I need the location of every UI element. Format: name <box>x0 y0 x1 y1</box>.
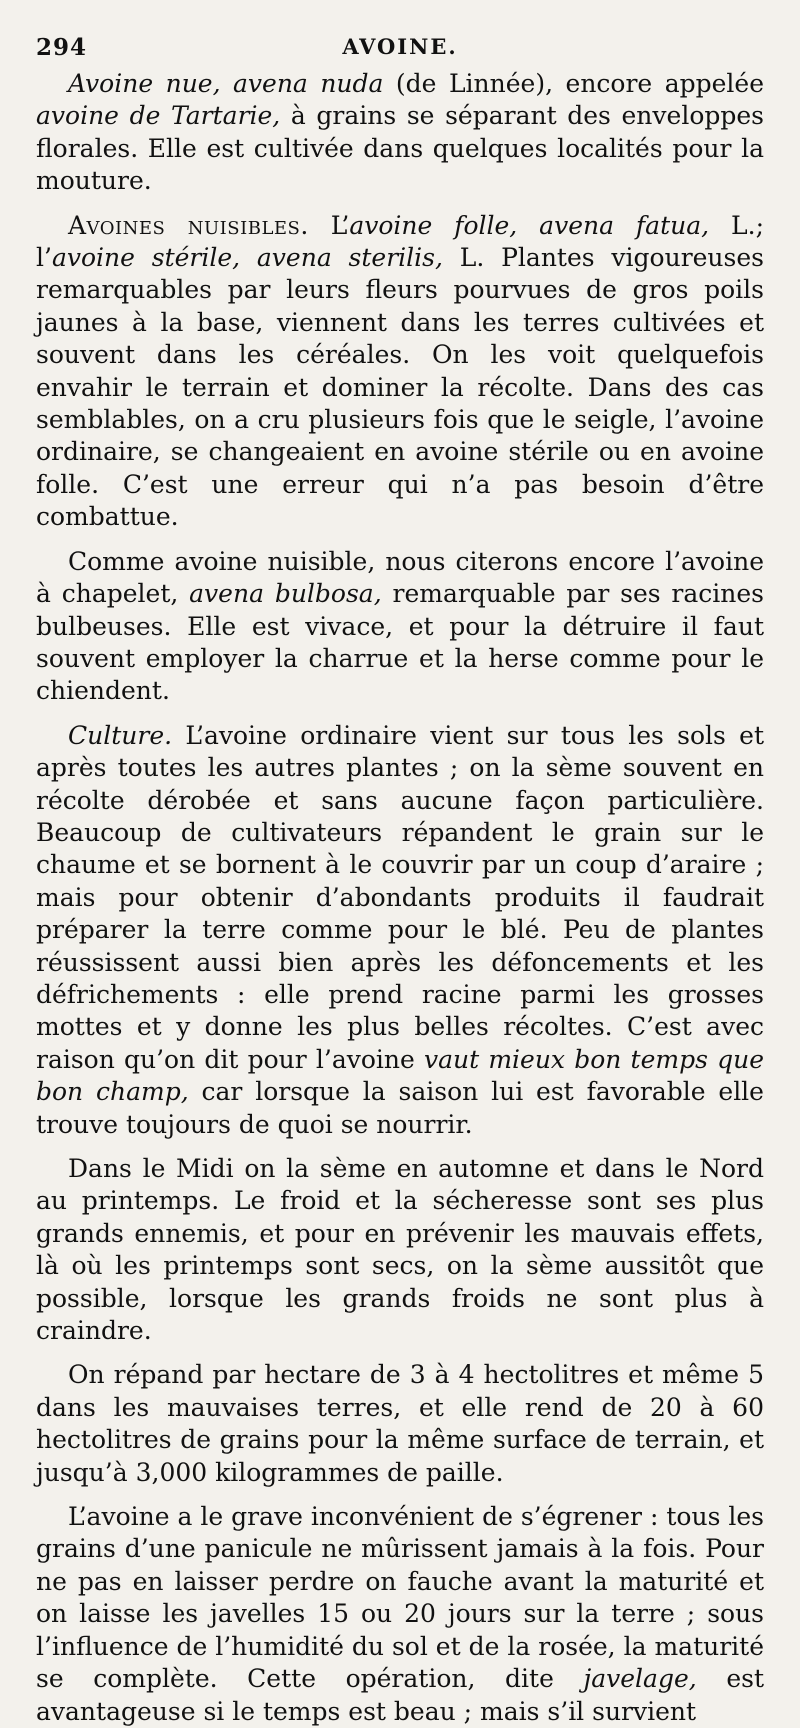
text-run: L.; l’ <box>36 210 764 273</box>
paragraph <box>36 1359 764 1489</box>
text-run: L’ <box>308 210 350 240</box>
text-run: est avantageuse si le temps est beau ; mais s’il survient <box>36 1664 764 1726</box>
text-run: car lorsque la saison lui est favorable elle trouve toujours de quoi se nourrir. <box>36 1077 764 1139</box>
italic-text: vaut mieux bon temps que bon champ, <box>36 1044 764 1107</box>
italic-text: avoine de Tartarie, <box>36 101 281 131</box>
text-run: à grains se séparant des enveloppes florales. Elle est cultivée dans quelques localités pour la mouture. <box>36 101 764 196</box>
small-caps-heading: Avoines nuisibles. <box>68 210 309 240</box>
page-header <box>36 30 764 68</box>
body-text <box>36 68 764 1728</box>
italic-text: avoine folle, avena fatua, <box>349 210 710 240</box>
paragraph <box>36 1153 764 1347</box>
text-run: On répand par hectare de 3 à 4 hectolitres et même 5 dans les mauvaises terres, et elle rend de 20 à 60 hectolitres de grains pour la même surface de terrain, et jusqu’à 3,000 kilogrammes de paille. <box>36 1360 764 1487</box>
text-run: L’avoine a le grave inconvénient de s’égrener : tous les grains d’une panicule ne mûrissent jamais à la fois. Pour ne pas en laisser perdre on fauche avant la maturité et on laisse les javelles 15 ou 20 jours sur la terre ; sous l’influence de l’humidité du sol et de la rosée, la maturité se complète. Cette opération, dite <box>36 1502 764 1694</box>
italic-text: Avoine nue, avena nuda <box>68 69 384 98</box>
paragraph <box>36 720 764 1141</box>
paragraph <box>36 1501 764 1728</box>
italic-text: avena bulbosa, <box>189 579 382 609</box>
text-run: Comme avoine nuisible, nous citerons encore l’avoine à chapelet, <box>36 546 764 609</box>
text-run: L’avoine ordinaire vient sur tous les sols et après toutes les autres plantes ; on la sème souvent en récolte dérobée et sans aucune façon particulière. Beaucoup de cultivateurs répandent le grain sur le chaume et se bornent à le couvrir par un coup d’araire ; mais pour obtenir d’abondants produits il faudrait préparer la terre comme pour le blé. Peu de plantes réussissent aussi bien après les défoncements et les défrichements : elle prend racine parmi les grosses mottes et y donne les plus belles récoltes. C’est avec raison qu’on dit pour l’avoine <box>36 720 764 1074</box>
paragraph <box>36 210 764 534</box>
running-title: AVOINE. <box>342 34 458 59</box>
text-run: Dans le Midi on la sème en automne et dans le Nord au printemps. Le froid et la sécheresse sont ses plus grands ennemis, et pour en prévenir les mauvais effets, là où les printemps sont secs, on la sème aussitôt que possible, lorsque les grands froids ne sont plus à craindre. <box>36 1154 764 1346</box>
page-number: 294 <box>36 34 88 61</box>
paragraph <box>36 68 764 198</box>
text-run: (de Linnée), encore appelée <box>383 69 764 98</box>
italic-text: javelage, <box>583 1664 697 1694</box>
italic-text: avoine stérile, avena sterilis, <box>51 243 443 273</box>
paragraph <box>36 546 764 708</box>
text-run: remarquable par ses racines bulbeuses. Elle est vivace, et pour la détruire il faut souvent employer la charrue et la herse comme pour le chiendent. <box>36 579 764 706</box>
text-run: L. Plantes vigoureuses remarquables par leurs fleurs pourvues de gros poils jaunes à la base, viennent dans les terres cultivées et souvent dans les céréales. On les voit quelquefois envahir le terrain et dominer la récolte. Dans des cas semblables, on a cru plusieurs fois que le seigle, l’avoine ordinaire, se changeaient en avoine stérile ou en avoine folle. C’est une erreur qui n’a pas besoin d’être combattue. <box>36 243 764 532</box>
italic-text: Culture. <box>68 720 173 750</box>
